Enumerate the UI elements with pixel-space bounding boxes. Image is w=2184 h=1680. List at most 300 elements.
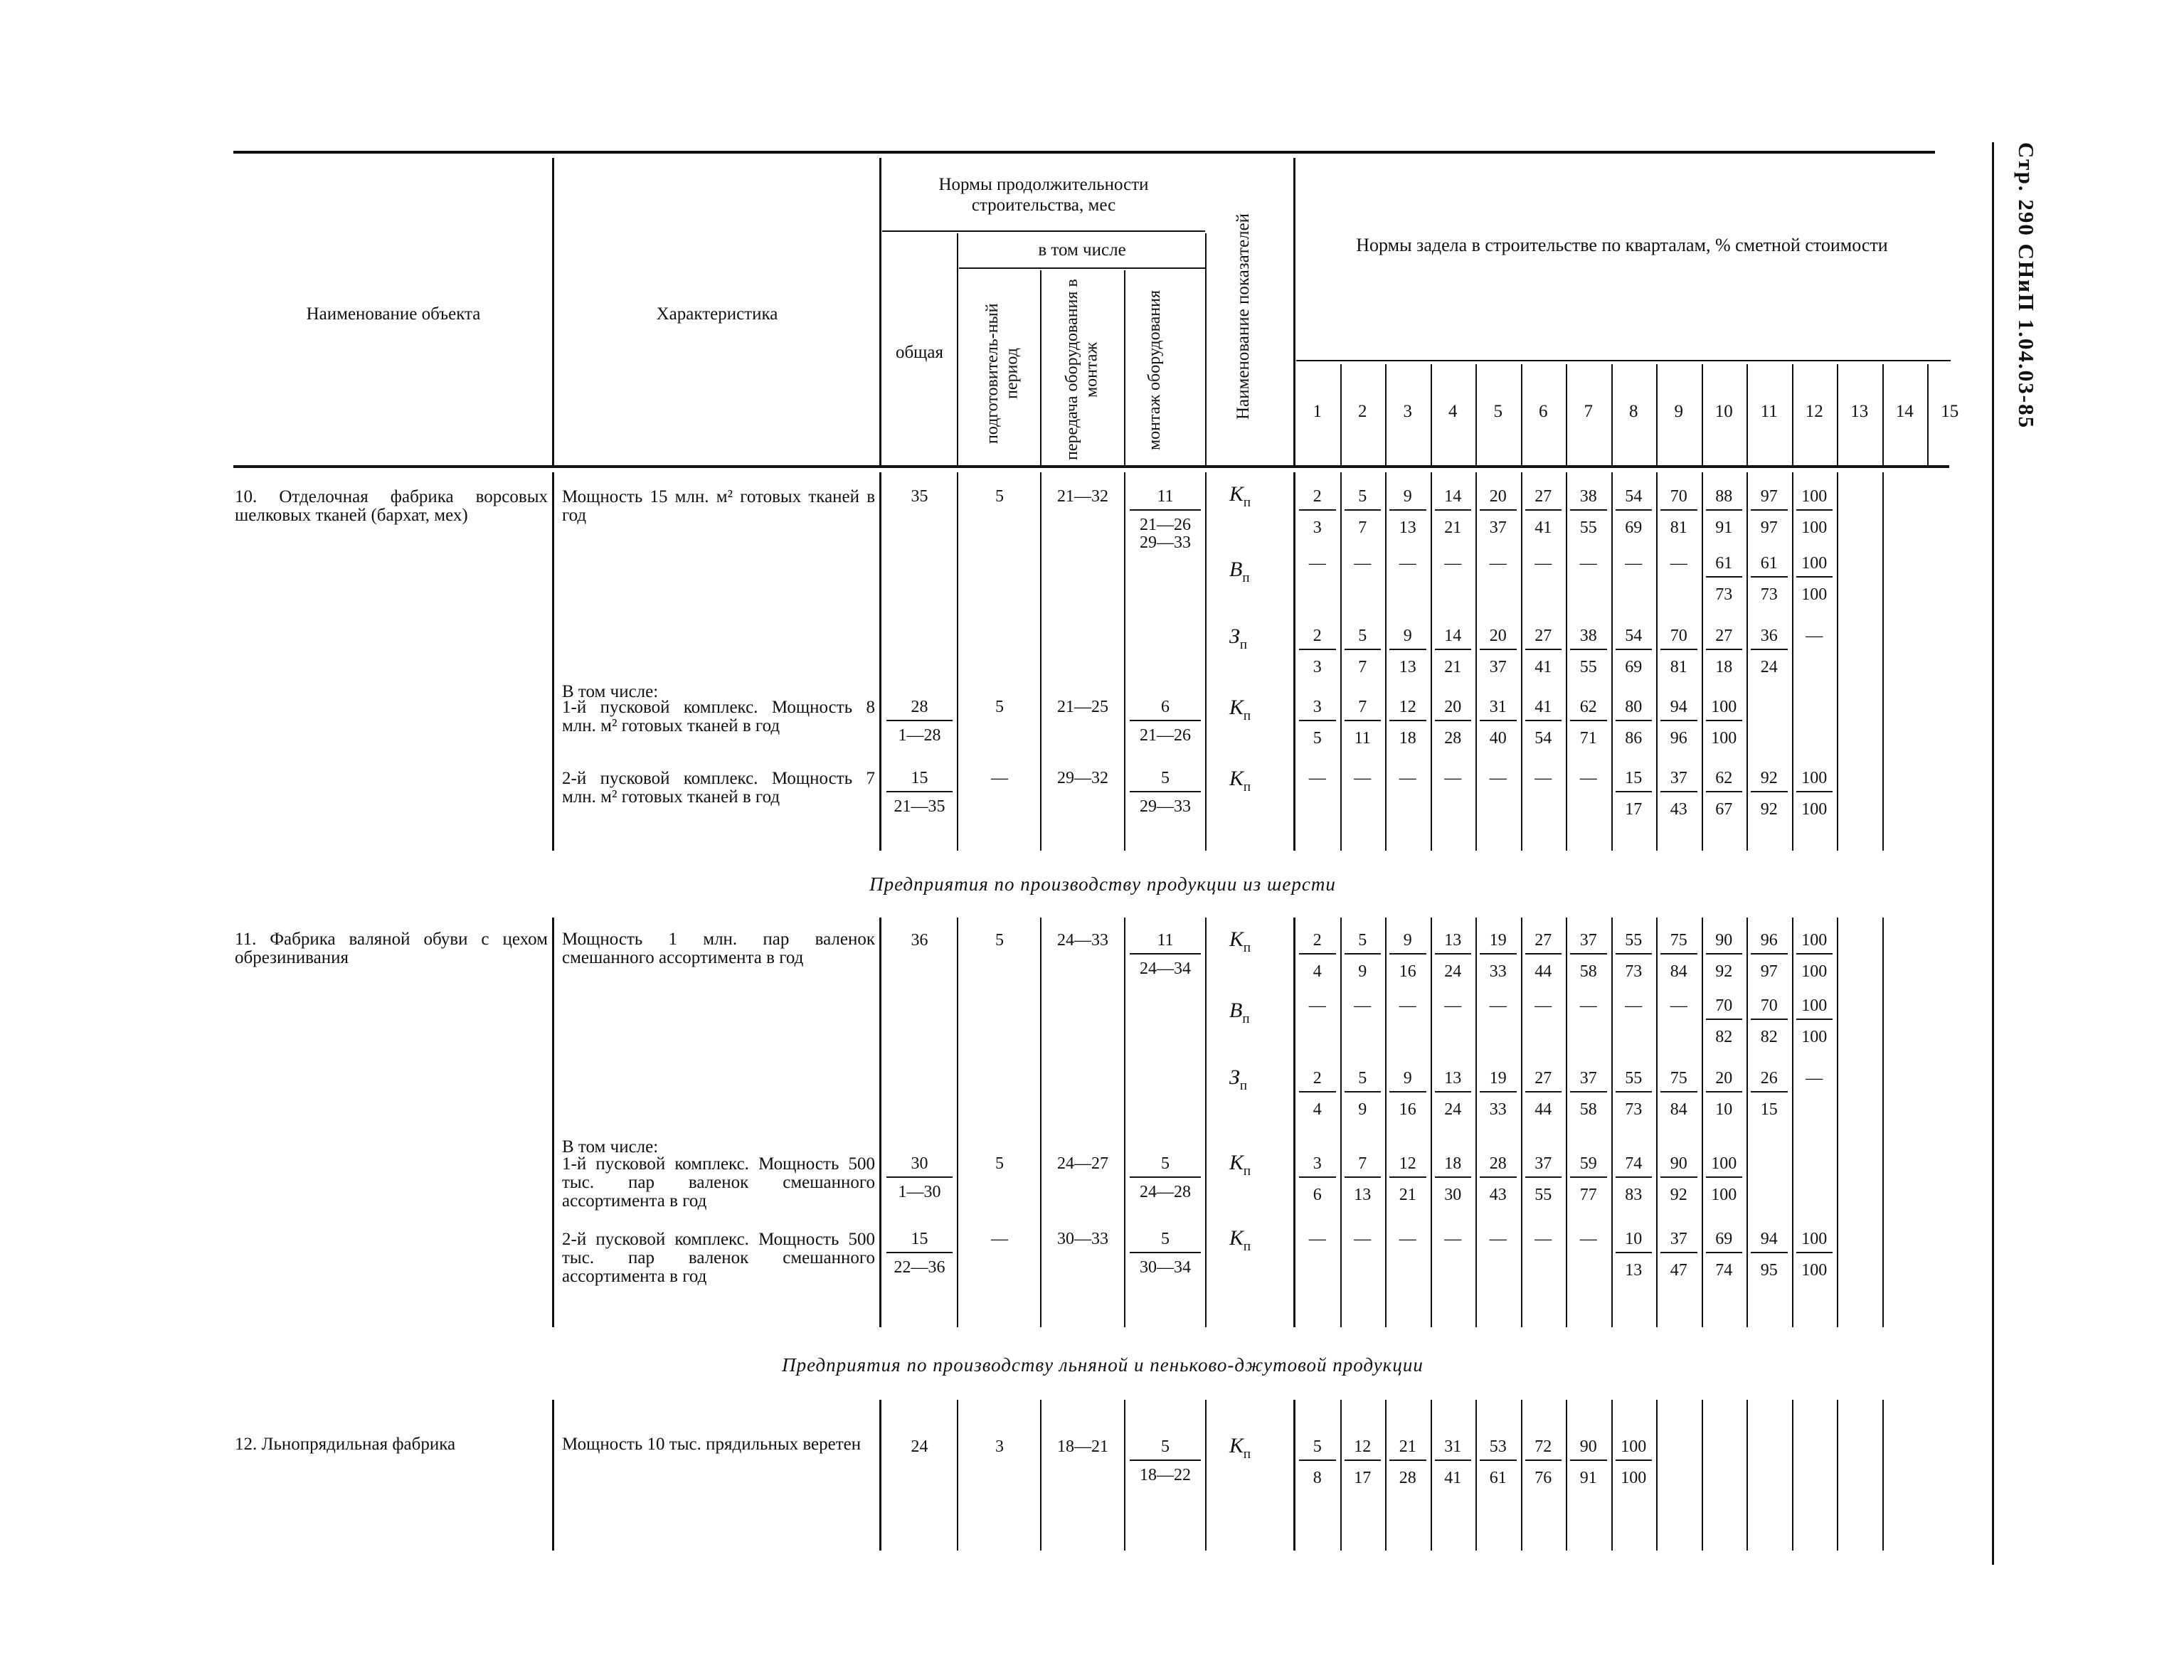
object-11-name: 11. Фабрика валяной обуви с цехом обрезинивания xyxy=(235,930,548,967)
indicator-subscript: п xyxy=(1239,637,1248,652)
backlog-value: 27 xyxy=(1534,487,1552,506)
backlog-value: 100 xyxy=(1801,931,1828,950)
backlog-value: 30 xyxy=(1444,1186,1462,1204)
backlog-value: 44 xyxy=(1534,962,1552,981)
backlog-value: — xyxy=(1354,996,1372,1015)
backlog-value: — xyxy=(1354,769,1372,787)
backlog-value: 7 xyxy=(1358,698,1367,716)
backlog-value: 70 xyxy=(1670,627,1687,645)
object-12-name: 12. Льнопрядильная фабрика xyxy=(235,1435,456,1454)
header-indicator: Наименование показателей xyxy=(1234,213,1253,420)
fraction-bar xyxy=(1796,509,1833,511)
object-10-incl-label: В том числе: xyxy=(562,682,659,701)
backlog-value: 2 xyxy=(1313,931,1322,950)
fraction-bar xyxy=(1480,649,1517,650)
backlog-value: — xyxy=(1308,1230,1326,1248)
indicator-subscript: п xyxy=(1243,780,1251,794)
indicator-symbol xyxy=(1229,484,1251,509)
backlog-value: 18 xyxy=(1715,658,1733,676)
fraction-bar xyxy=(1796,1019,1833,1020)
fraction-bar xyxy=(886,791,953,792)
backlog-value: — xyxy=(1579,996,1597,1015)
backlog-value: 55 xyxy=(1579,658,1597,676)
backlog-value: 74 xyxy=(1715,1261,1733,1280)
fraction-bar xyxy=(1389,953,1426,955)
fraction-bar xyxy=(1706,649,1743,650)
indicator-subscript: п xyxy=(1243,1164,1251,1179)
header-col-divider xyxy=(1040,270,1041,465)
object-11-c1-install-top: 5 xyxy=(1161,1154,1170,1173)
backlog-value: 37 xyxy=(1670,769,1687,787)
page-right-margin-rule xyxy=(1992,142,1994,1565)
object-10-install-top: 11 xyxy=(1157,487,1174,506)
backlog-value: 59 xyxy=(1579,1154,1597,1173)
body-col-divider xyxy=(879,1400,881,1551)
indicator-symbol xyxy=(1229,1000,1250,1026)
backlog-value: 12 xyxy=(1354,1437,1372,1456)
fraction-bar xyxy=(1660,1091,1697,1092)
quarter-header: 8 xyxy=(1629,402,1638,421)
backlog-value: 3 xyxy=(1313,698,1322,716)
backlog-value: 100 xyxy=(1801,1261,1828,1280)
object-11-transfer: 24—33 xyxy=(1057,931,1108,950)
fraction-bar xyxy=(1796,953,1833,955)
fraction-bar xyxy=(1130,509,1201,511)
fraction-bar xyxy=(886,1176,953,1178)
fraction-bar xyxy=(1706,576,1743,578)
backlog-value: 72 xyxy=(1534,1437,1552,1456)
backlog-value: 47 xyxy=(1670,1261,1687,1280)
backlog-value: — xyxy=(1399,1230,1416,1248)
quarter-divider xyxy=(1837,472,1838,851)
fraction-bar xyxy=(1389,720,1426,721)
fraction-bar xyxy=(1299,1460,1336,1461)
backlog-value: 73 xyxy=(1715,585,1733,604)
fraction-bar xyxy=(1751,1252,1788,1253)
backlog-value: — xyxy=(1399,554,1416,573)
backlog-value: 54 xyxy=(1534,729,1552,748)
fraction-bar xyxy=(1525,1091,1562,1092)
backlog-value: 19 xyxy=(1489,931,1507,950)
quarter-header: 15 xyxy=(1941,402,1959,421)
header-name: Наименование объекта xyxy=(306,304,481,324)
fraction-bar xyxy=(1299,649,1336,650)
backlog-value: 16 xyxy=(1399,1100,1416,1119)
backlog-value: 62 xyxy=(1579,698,1597,716)
fraction-bar xyxy=(1345,953,1382,955)
backlog-value: 100 xyxy=(1801,769,1828,787)
backlog-value: 38 xyxy=(1579,627,1597,645)
backlog-value: 73 xyxy=(1625,1100,1643,1119)
backlog-value: 36 xyxy=(1760,627,1778,645)
backlog-value: 37 xyxy=(1534,1154,1552,1173)
backlog-value: 5 xyxy=(1313,729,1322,748)
backlog-value: 9 xyxy=(1358,962,1367,981)
backlog-value: — xyxy=(1625,996,1643,1015)
backlog-value: 5 xyxy=(1358,1069,1367,1088)
body-col-divider xyxy=(1205,918,1207,1327)
object-10-name: 10. Отделочная фабрика ворсовых шелковых тканей (бархат, мех) xyxy=(235,487,548,525)
backlog-value: — xyxy=(1534,996,1552,1015)
fraction-bar xyxy=(1435,953,1472,955)
backlog-value: 90 xyxy=(1670,1154,1687,1173)
backlog-value: 84 xyxy=(1670,1100,1687,1119)
backlog-value: 81 xyxy=(1670,658,1687,676)
fraction-bar xyxy=(1525,1460,1562,1461)
fraction-bar xyxy=(1435,509,1472,511)
fraction-bar xyxy=(1751,576,1788,578)
backlog-value: 94 xyxy=(1760,1230,1778,1248)
header-col-divider xyxy=(957,233,958,465)
backlog-value: 20 xyxy=(1444,698,1462,716)
indicator-symbol xyxy=(1229,1435,1251,1461)
backlog-value: — xyxy=(1489,1230,1507,1248)
quarter-divider xyxy=(1792,1400,1793,1551)
indicator-subscript: п xyxy=(1243,940,1251,955)
body-col-divider xyxy=(552,472,554,851)
backlog-value: 100 xyxy=(1801,487,1828,506)
fraction-bar xyxy=(1660,509,1697,511)
backlog-value: 92 xyxy=(1670,1186,1687,1204)
object-10-c1-total-top: 28 xyxy=(911,698,928,716)
backlog-value: 5 xyxy=(1358,627,1367,645)
backlog-value: — xyxy=(1354,1230,1372,1248)
fraction-bar xyxy=(1796,791,1833,792)
backlog-value: 69 xyxy=(1715,1230,1733,1248)
backlog-value: 10 xyxy=(1715,1100,1733,1119)
fraction-bar xyxy=(886,1252,953,1253)
fraction-bar xyxy=(1706,953,1743,955)
backlog-value: 17 xyxy=(1625,800,1643,819)
quarter-header: 1 xyxy=(1313,402,1322,421)
backlog-value: — xyxy=(1399,769,1416,787)
quarter-divider xyxy=(1656,1400,1658,1551)
fraction-bar xyxy=(1616,1252,1653,1253)
backlog-value: 97 xyxy=(1760,519,1778,537)
fraction-bar xyxy=(1706,720,1743,721)
backlog-value: 67 xyxy=(1715,800,1733,819)
backlog-value: 97 xyxy=(1760,487,1778,506)
header-col-divider xyxy=(1124,270,1125,465)
backlog-value: — xyxy=(1308,769,1326,787)
body-col-divider xyxy=(957,472,958,851)
object-10-c1-prep: 5 xyxy=(995,698,1004,716)
backlog-value: — xyxy=(1625,554,1643,573)
section-heading-flax: Предприятия по производству льняной и пеньково-джутовой продукции xyxy=(782,1354,1424,1376)
indicator-symbol xyxy=(1229,1067,1247,1092)
backlog-value: 41 xyxy=(1534,698,1552,716)
body-col-divider xyxy=(1205,472,1207,851)
fraction-bar xyxy=(1751,953,1788,955)
backlog-value: 9 xyxy=(1358,1100,1367,1119)
fraction-bar xyxy=(1480,1176,1517,1178)
quarter-header: 9 xyxy=(1674,402,1683,421)
backlog-value: — xyxy=(1489,769,1507,787)
backlog-value: 76 xyxy=(1534,1469,1552,1487)
fraction-bar xyxy=(1616,1460,1653,1461)
quarter-header: 3 xyxy=(1403,402,1412,421)
backlog-value: 62 xyxy=(1715,769,1733,787)
fraction-bar xyxy=(1706,1019,1743,1020)
backlog-value: — xyxy=(1308,554,1326,573)
quarter-header: 10 xyxy=(1714,402,1733,421)
body-col-divider xyxy=(957,1400,958,1551)
fraction-bar xyxy=(1480,953,1517,955)
fraction-bar xyxy=(1299,1091,1336,1092)
quarter-divider xyxy=(1702,1400,1703,1551)
header-norms-title: Нормы продолжительности строительства, мес xyxy=(938,175,1149,215)
quarter-divider xyxy=(1837,918,1838,1327)
backlog-value: 16 xyxy=(1399,962,1416,981)
backlog-value: 41 xyxy=(1444,1469,1462,1487)
backlog-value: 83 xyxy=(1625,1186,1643,1204)
object-11-complex-2: 2-й пусковой комплекс. Мощность 500 тыс. пар валенок смешанного ассортимента в год xyxy=(562,1230,875,1286)
quarter-header: 5 xyxy=(1493,402,1502,421)
fraction-bar xyxy=(1345,649,1382,650)
backlog-value: 15 xyxy=(1760,1100,1778,1119)
backlog-value: — xyxy=(1534,769,1552,787)
backlog-value: 27 xyxy=(1534,627,1552,645)
indicator-letter: К xyxy=(1229,1434,1244,1457)
backlog-value: 21 xyxy=(1399,1186,1416,1204)
backlog-value: 75 xyxy=(1670,931,1687,950)
fraction-bar xyxy=(1525,1176,1562,1178)
indicator-letter: З xyxy=(1229,1065,1240,1089)
quarter-header: 6 xyxy=(1539,402,1548,421)
page-running-header: Стр. 290 СНиП 1.04.03-85 xyxy=(2014,142,2039,430)
backlog-value: 12 xyxy=(1399,1154,1416,1173)
backlog-value: 77 xyxy=(1579,1186,1597,1204)
indicator-symbol xyxy=(1229,1152,1251,1178)
fraction-bar xyxy=(1616,509,1653,511)
section-heading-wool: Предприятия по производству продукции из шерсти xyxy=(869,873,1336,895)
quarter-header: 2 xyxy=(1358,402,1367,421)
fraction-bar xyxy=(1389,1091,1426,1092)
indicator-letter: К xyxy=(1229,927,1244,951)
fraction-bar xyxy=(1525,720,1562,721)
backlog-value: 96 xyxy=(1760,931,1778,950)
backlog-value: 27 xyxy=(1715,627,1733,645)
object-11-complex-1: 1-й пусковой комплекс. Мощность 500 тыс. пар валенок смешанного ассортимента в год xyxy=(562,1154,875,1211)
fraction-bar xyxy=(1299,953,1336,955)
backlog-value: 6 xyxy=(1313,1186,1322,1204)
quarter-divider xyxy=(1882,472,1884,851)
backlog-value: 5 xyxy=(1358,487,1367,506)
quarter-divider xyxy=(1837,1400,1838,1551)
backlog-value: 94 xyxy=(1670,698,1687,716)
body-col-divider xyxy=(1040,918,1041,1327)
object-10-c2-install-top: 5 xyxy=(1161,769,1170,787)
backlog-value: — xyxy=(1308,996,1326,1015)
quarter-header: 4 xyxy=(1448,402,1458,421)
backlog-value: — xyxy=(1579,554,1597,573)
body-col-divider xyxy=(957,918,958,1327)
backlog-value: 41 xyxy=(1534,658,1552,676)
fraction-bar xyxy=(1660,1176,1697,1178)
object-11-c2-total-bottom: 22—36 xyxy=(894,1258,945,1277)
backlog-value: 95 xyxy=(1760,1261,1778,1280)
object-12-total: 24 xyxy=(911,1437,928,1456)
object-11-install-bottom: 24—34 xyxy=(1140,959,1191,978)
backlog-value: 100 xyxy=(1621,1469,1647,1487)
fraction-bar xyxy=(1570,1460,1607,1461)
backlog-value: 58 xyxy=(1579,1100,1597,1119)
backlog-value: 100 xyxy=(1801,519,1828,537)
object-12-install-bottom: 18—22 xyxy=(1140,1466,1191,1484)
fraction-bar xyxy=(1751,1091,1788,1092)
backlog-value: 100 xyxy=(1801,585,1828,604)
indicator-letter: К xyxy=(1229,696,1244,719)
backlog-value: 55 xyxy=(1534,1186,1552,1204)
backlog-value: 20 xyxy=(1489,487,1507,506)
body-col-divider xyxy=(1040,472,1041,851)
backlog-value: 90 xyxy=(1579,1437,1597,1456)
fraction-bar xyxy=(1130,953,1201,955)
header-prep: подготовитель-ный период xyxy=(983,303,1022,444)
backlog-value: 4 xyxy=(1313,1100,1322,1119)
quarter-header: 11 xyxy=(1760,402,1778,421)
fraction-bar xyxy=(1706,1176,1743,1178)
backlog-value: 70 xyxy=(1760,996,1778,1015)
object-10-c1-transfer: 21—25 xyxy=(1057,698,1108,716)
backlog-value: 24 xyxy=(1444,962,1462,981)
backlog-value: 100 xyxy=(1801,962,1828,981)
backlog-value: 5 xyxy=(1313,1437,1322,1456)
indicator-symbol xyxy=(1229,1228,1251,1253)
backlog-value: — xyxy=(1399,996,1416,1015)
indicator-letter: В xyxy=(1229,999,1243,1022)
fraction-bar xyxy=(1130,791,1201,792)
object-10-c2-total-bottom: 21—35 xyxy=(894,797,945,816)
fraction-bar xyxy=(1570,649,1607,650)
indicator-letter: В xyxy=(1229,558,1243,581)
backlog-value: 96 xyxy=(1670,729,1687,748)
header-incl: в том числе xyxy=(1038,240,1126,260)
fraction-bar xyxy=(1435,720,1472,721)
fraction-bar xyxy=(1130,1460,1201,1461)
object-11-c2-install-bottom: 30—34 xyxy=(1140,1258,1191,1277)
fraction-bar xyxy=(1299,1176,1336,1178)
indicator-letter: К xyxy=(1229,482,1244,506)
object-10-complex-2: 2-й пусковой комплекс. Мощность 7 млн. м² готовых тканей в год xyxy=(562,769,875,807)
backlog-value: 27 xyxy=(1534,931,1552,950)
backlog-value: 58 xyxy=(1579,962,1597,981)
quarter-divider xyxy=(1882,918,1884,1327)
backlog-value: 31 xyxy=(1444,1437,1462,1456)
backlog-value: — xyxy=(1444,769,1462,787)
fraction-bar xyxy=(1435,1091,1472,1092)
backlog-value: 2 xyxy=(1313,487,1322,506)
backlog-value: 88 xyxy=(1715,487,1733,506)
table-top-rule xyxy=(233,151,1935,154)
backlog-value: 18 xyxy=(1444,1154,1462,1173)
fraction-bar xyxy=(1751,791,1788,792)
backlog-value: 28 xyxy=(1489,1154,1507,1173)
object-10-prep: 5 xyxy=(995,487,1004,506)
backlog-value: 100 xyxy=(1711,1154,1737,1173)
backlog-value: 7 xyxy=(1358,658,1367,676)
fraction-bar xyxy=(1130,1252,1201,1253)
fraction-bar xyxy=(1570,720,1607,721)
fraction-bar xyxy=(1796,576,1833,578)
fraction-bar xyxy=(1751,509,1788,511)
backlog-value: 92 xyxy=(1760,769,1778,787)
fraction-bar xyxy=(1130,720,1201,721)
fraction-bar xyxy=(1751,649,1788,650)
header-col-divider xyxy=(552,158,554,465)
body-col-divider xyxy=(1205,1400,1207,1551)
indicator-subscript: п xyxy=(1243,1239,1251,1254)
fraction-bar xyxy=(1130,1176,1201,1178)
indicator-subscript: п xyxy=(1243,495,1251,510)
object-10-install-bottom: 21—26 29—33 xyxy=(1140,516,1191,553)
backlog-value: — xyxy=(1806,627,1823,645)
backlog-value: 13 xyxy=(1399,519,1416,537)
backlog-value: 37 xyxy=(1579,931,1597,950)
object-10-transfer: 21—32 xyxy=(1057,487,1108,506)
fraction-bar xyxy=(1299,720,1336,721)
header-subrule xyxy=(1296,360,1951,361)
backlog-value: 84 xyxy=(1670,962,1687,981)
object-10-c2-transfer: 29—32 xyxy=(1057,769,1108,787)
backlog-value: 18 xyxy=(1399,729,1416,748)
quarter-divider xyxy=(1882,1400,1884,1551)
indicator-symbol xyxy=(1229,697,1251,723)
fraction-bar xyxy=(1660,720,1697,721)
backlog-value: 100 xyxy=(1711,1186,1737,1204)
backlog-value: 3 xyxy=(1313,1154,1322,1173)
indicator-subscript: п xyxy=(1242,1011,1250,1026)
indicator-symbol xyxy=(1229,768,1251,794)
header-transfer: передача оборудования в монтаж xyxy=(1063,279,1101,461)
fraction-bar xyxy=(1706,791,1743,792)
backlog-value: 38 xyxy=(1579,487,1597,506)
backlog-value: 21 xyxy=(1444,658,1462,676)
backlog-value: 43 xyxy=(1670,800,1687,819)
object-10-c2-prep: — xyxy=(991,769,1008,787)
header-characteristic: Характеристика xyxy=(656,304,778,324)
backlog-value: 13 xyxy=(1444,1069,1462,1088)
backlog-value: 31 xyxy=(1489,698,1507,716)
quarter-header: 7 xyxy=(1584,402,1593,421)
indicator-symbol xyxy=(1229,559,1250,585)
backlog-value: 75 xyxy=(1670,1069,1687,1088)
header-col-divider xyxy=(879,158,881,465)
backlog-value: 86 xyxy=(1625,729,1643,748)
backlog-value: — xyxy=(1806,1069,1823,1088)
object-12-characteristic: Мощность 10 тыс. прядильных веретен xyxy=(562,1435,862,1454)
indicator-letter: З xyxy=(1229,624,1240,648)
fraction-bar xyxy=(1345,509,1382,511)
backlog-value: 9 xyxy=(1403,1069,1412,1088)
backlog-value: 13 xyxy=(1354,1186,1372,1204)
backlog-value: 37 xyxy=(1489,658,1507,676)
backlog-value: 5 xyxy=(1358,931,1367,950)
backlog-value: 15 xyxy=(1625,769,1643,787)
fraction-bar xyxy=(1525,953,1562,955)
fraction-bar xyxy=(1706,1252,1743,1253)
object-12-transfer: 18—21 xyxy=(1057,1437,1108,1456)
backlog-value: 92 xyxy=(1760,800,1778,819)
header-backlog-title: Нормы задела в строительстве по кварталам, % сметной стоимости xyxy=(1356,235,1888,255)
backlog-value: 54 xyxy=(1625,627,1643,645)
backlog-value: 11 xyxy=(1354,729,1371,748)
indicator-subscript: п xyxy=(1243,708,1251,723)
body-col-divider xyxy=(552,1400,554,1551)
backlog-value: 40 xyxy=(1489,729,1507,748)
backlog-value: 13 xyxy=(1399,658,1416,676)
fraction-bar xyxy=(1616,720,1653,721)
